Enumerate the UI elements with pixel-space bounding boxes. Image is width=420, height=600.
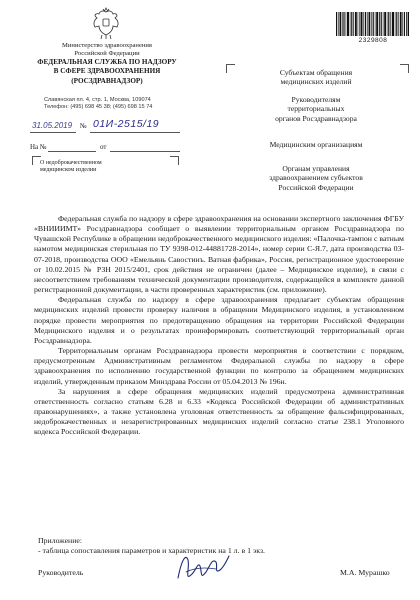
addressee-block — [232, 68, 400, 87]
registration-date: 31.05.2019 — [32, 121, 73, 130]
body-paragraph: Федеральная служба по надзору в сфере здравоохранения предлагает субъектам обращения медицинских изделий провести проверку наличия в обращении Медицинского изделия, в установленном порядке провести мероприятия по предотвращению обращения на территории Российской Федерации Медицинского изделия и о результатах проинформировать соответствующий территориальный орган Росздравнадзора. — [34, 295, 404, 345]
handwritten-signature — [172, 548, 232, 588]
letter-body — [34, 214, 404, 437]
reference-from-label: от — [100, 143, 107, 151]
addressee-line: органов Росздравнадзора — [275, 113, 357, 123]
addressee-line: медицинских изделий — [280, 77, 352, 87]
barcode — [336, 12, 410, 36]
addressee-block — [232, 140, 400, 149]
address-line: Славянская пл. 4, стр. 1, Москва, 109074 — [44, 97, 151, 103]
date-underline — [30, 132, 76, 133]
body-paragraph: Федеральная служба по надзору в сфере здравоохранения на основании экспертного заключения ФГБУ «ВНИИИМТ» Росздравнадзора сообщает о выявлении территориальным органом Росздравнадзора по Чувашской Республике в обращении недоброкачественного медицинского изделия: «Палочка-тампон с ватным намотом медицинская стерильная по ТУ 9398-012-44881728-2014», номер серии С-Я.7, дата производства 03-07-2018, производства ООО «Емельянь Савостинъ. Ватная фабрика», Россия, регистрационное удостоверение от 10.02.2015 № РЗН 2015/2401, срок действия не ограничен (далее – Медицинское изделие), в связи с несоответствием требованиям технической документации производителя, содержащейся в комплекте данной регистрационной документации, в части проверенных характеристик (см. приложение). — [34, 214, 404, 295]
body-paragraph: За нарушения в сфере обращения медицинских изделий предусмотрена административная ответственность согласно статьям 6.28 и 6.33 «Кодекса Российской Федерации об административных правонарушениях», а также установлена уголовная ответственность за обращение фальсифицированных, недоброкачественных и незарегистрированных медицинских изделий согласно статье 238.1 Уголовного кодекса Российской Федерации. — [34, 386, 404, 437]
barcode-number: 2329808 — [358, 37, 388, 44]
addressee-line: Российской Федерации — [278, 182, 354, 192]
registration-number: 01И-2515/19 — [93, 118, 160, 130]
body-paragraph: Территориальным органам Росздравнадзора провести мероприятия в соответствии с порядком, предусмотренным Административным регламентом Федеральной службы по надзору в сфере здравоохранения по исполнению государственной функции по контролю за обращением медицинских изделий, утвержденным приказом Минздрава России от 05.04.2013 № 196н. — [34, 346, 404, 386]
from-underline — [110, 151, 180, 152]
addressee-block — [232, 164, 400, 192]
service-name-line: (РОСЗДРАВНАДЗОР) — [71, 76, 143, 85]
address-line: Телефон: (495) 698 45 38; (495) 698 15 74 — [44, 104, 153, 110]
attachment-label: Приложение: — [38, 536, 83, 545]
service-name-line: В СФЕРЕ ЗДРАВООХРАНЕНИЯ — [53, 67, 161, 76]
corner-mark — [400, 64, 409, 73]
addressee-line: здравоохранением субъектов — [269, 173, 363, 183]
sender-address — [44, 97, 184, 111]
ministry-line: Российской Федерации — [74, 49, 140, 57]
addressee-line: Субъектам обращения — [279, 68, 353, 77]
number-underline — [90, 132, 180, 133]
subject-text: О недоброкачественном — [40, 160, 102, 166]
subject-line — [40, 160, 160, 175]
reference-underline — [48, 151, 96, 152]
coat-of-arms-icon — [91, 6, 121, 40]
number-sign: № — [80, 122, 87, 130]
addressee-line: Руководителям — [291, 95, 341, 104]
addressee-block — [232, 95, 400, 123]
addressee-line: территориальных — [287, 104, 345, 114]
ministry-line: Министерство здравоохранения — [62, 42, 152, 49]
addressee-line: Органам управления — [282, 164, 350, 173]
service-name-line: ФЕДЕРАЛЬНАЯ СЛУЖБА ПО НАДЗОРУ — [37, 58, 177, 67]
sender-header — [14, 42, 200, 85]
corner-mark — [170, 156, 179, 165]
attachment-item: - таблица сопоставления параметров и характеристик на 1 л. в 1 экз. — [38, 546, 266, 555]
addressee-line: Медицинским организациям — [269, 140, 363, 149]
reference-number-label: На № — [30, 143, 47, 151]
signatory-name: М.А. Мурашко — [340, 568, 390, 577]
signatory-position: Руководитель — [38, 568, 84, 577]
subject-text: медицинском изделии — [40, 167, 97, 174]
